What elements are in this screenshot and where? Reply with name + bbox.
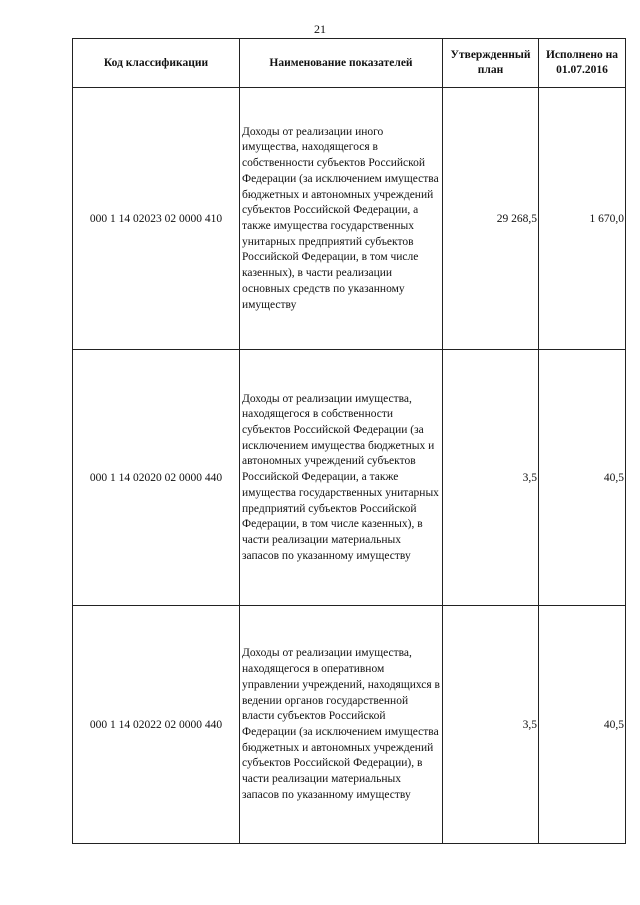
table-row — [73, 88, 626, 350]
header-name: Наименование показателей — [240, 39, 443, 88]
indicator-name: Доходы от реализации имущества, находящегося в оперативном управлении учреждений, находящихся в ведении органов государственной власти субъектов Российской Федерации (за исключением имущества бюджетных и автономных учреждений субъектов Российской Федерации), в части реализации материальных запасов по указанному имуществу — [240, 606, 443, 844]
table-row — [73, 606, 626, 844]
indicator-name: Доходы от реализации иного имущества, находящегося в собственности субъектов Российской Федерации (за исключением имущества бюджетных и автономных учреждений субъектов Российской Федерации, а также имущества государственных унитарных предприятий субъектов Российской Федерации, в том числе казенных), в части реализации основных средств по указанному имуществу — [240, 88, 443, 350]
page-number: 21 — [314, 22, 326, 36]
executed-value: 40,5 — [539, 606, 626, 844]
classification-code: 000 1 14 02022 02 0000 440 — [73, 606, 240, 844]
approved-plan-value: 3,5 — [443, 606, 539, 844]
header-plan: Утвержденный план — [443, 39, 539, 88]
approved-plan-value: 3,5 — [443, 350, 539, 606]
executed-value: 40,5 — [539, 350, 626, 606]
header-actual: Исполнено на 01.07.2016 — [539, 39, 626, 88]
header-code: Код классификации — [73, 39, 240, 88]
classification-code: 000 1 14 02023 02 0000 410 — [73, 88, 240, 350]
approved-plan-value: 29 268,5 — [443, 88, 539, 350]
executed-value: 1 670,0 — [539, 88, 626, 350]
indicator-name: Доходы от реализации имущества, находящегося в собственности субъектов Российской Федерации (за исключением имущества бюджетных и автономных учреждений субъектов Российской Федерации, а также имущества государственных унитарных предприятий субъектов Российской Федерации, в том числе казенных), в части реализации материальных запасов по указанному имуществу — [240, 350, 443, 606]
table-row — [73, 350, 626, 606]
budget-table — [72, 38, 626, 844]
classification-code: 000 1 14 02020 02 0000 440 — [73, 350, 240, 606]
table-header-row — [73, 39, 626, 88]
